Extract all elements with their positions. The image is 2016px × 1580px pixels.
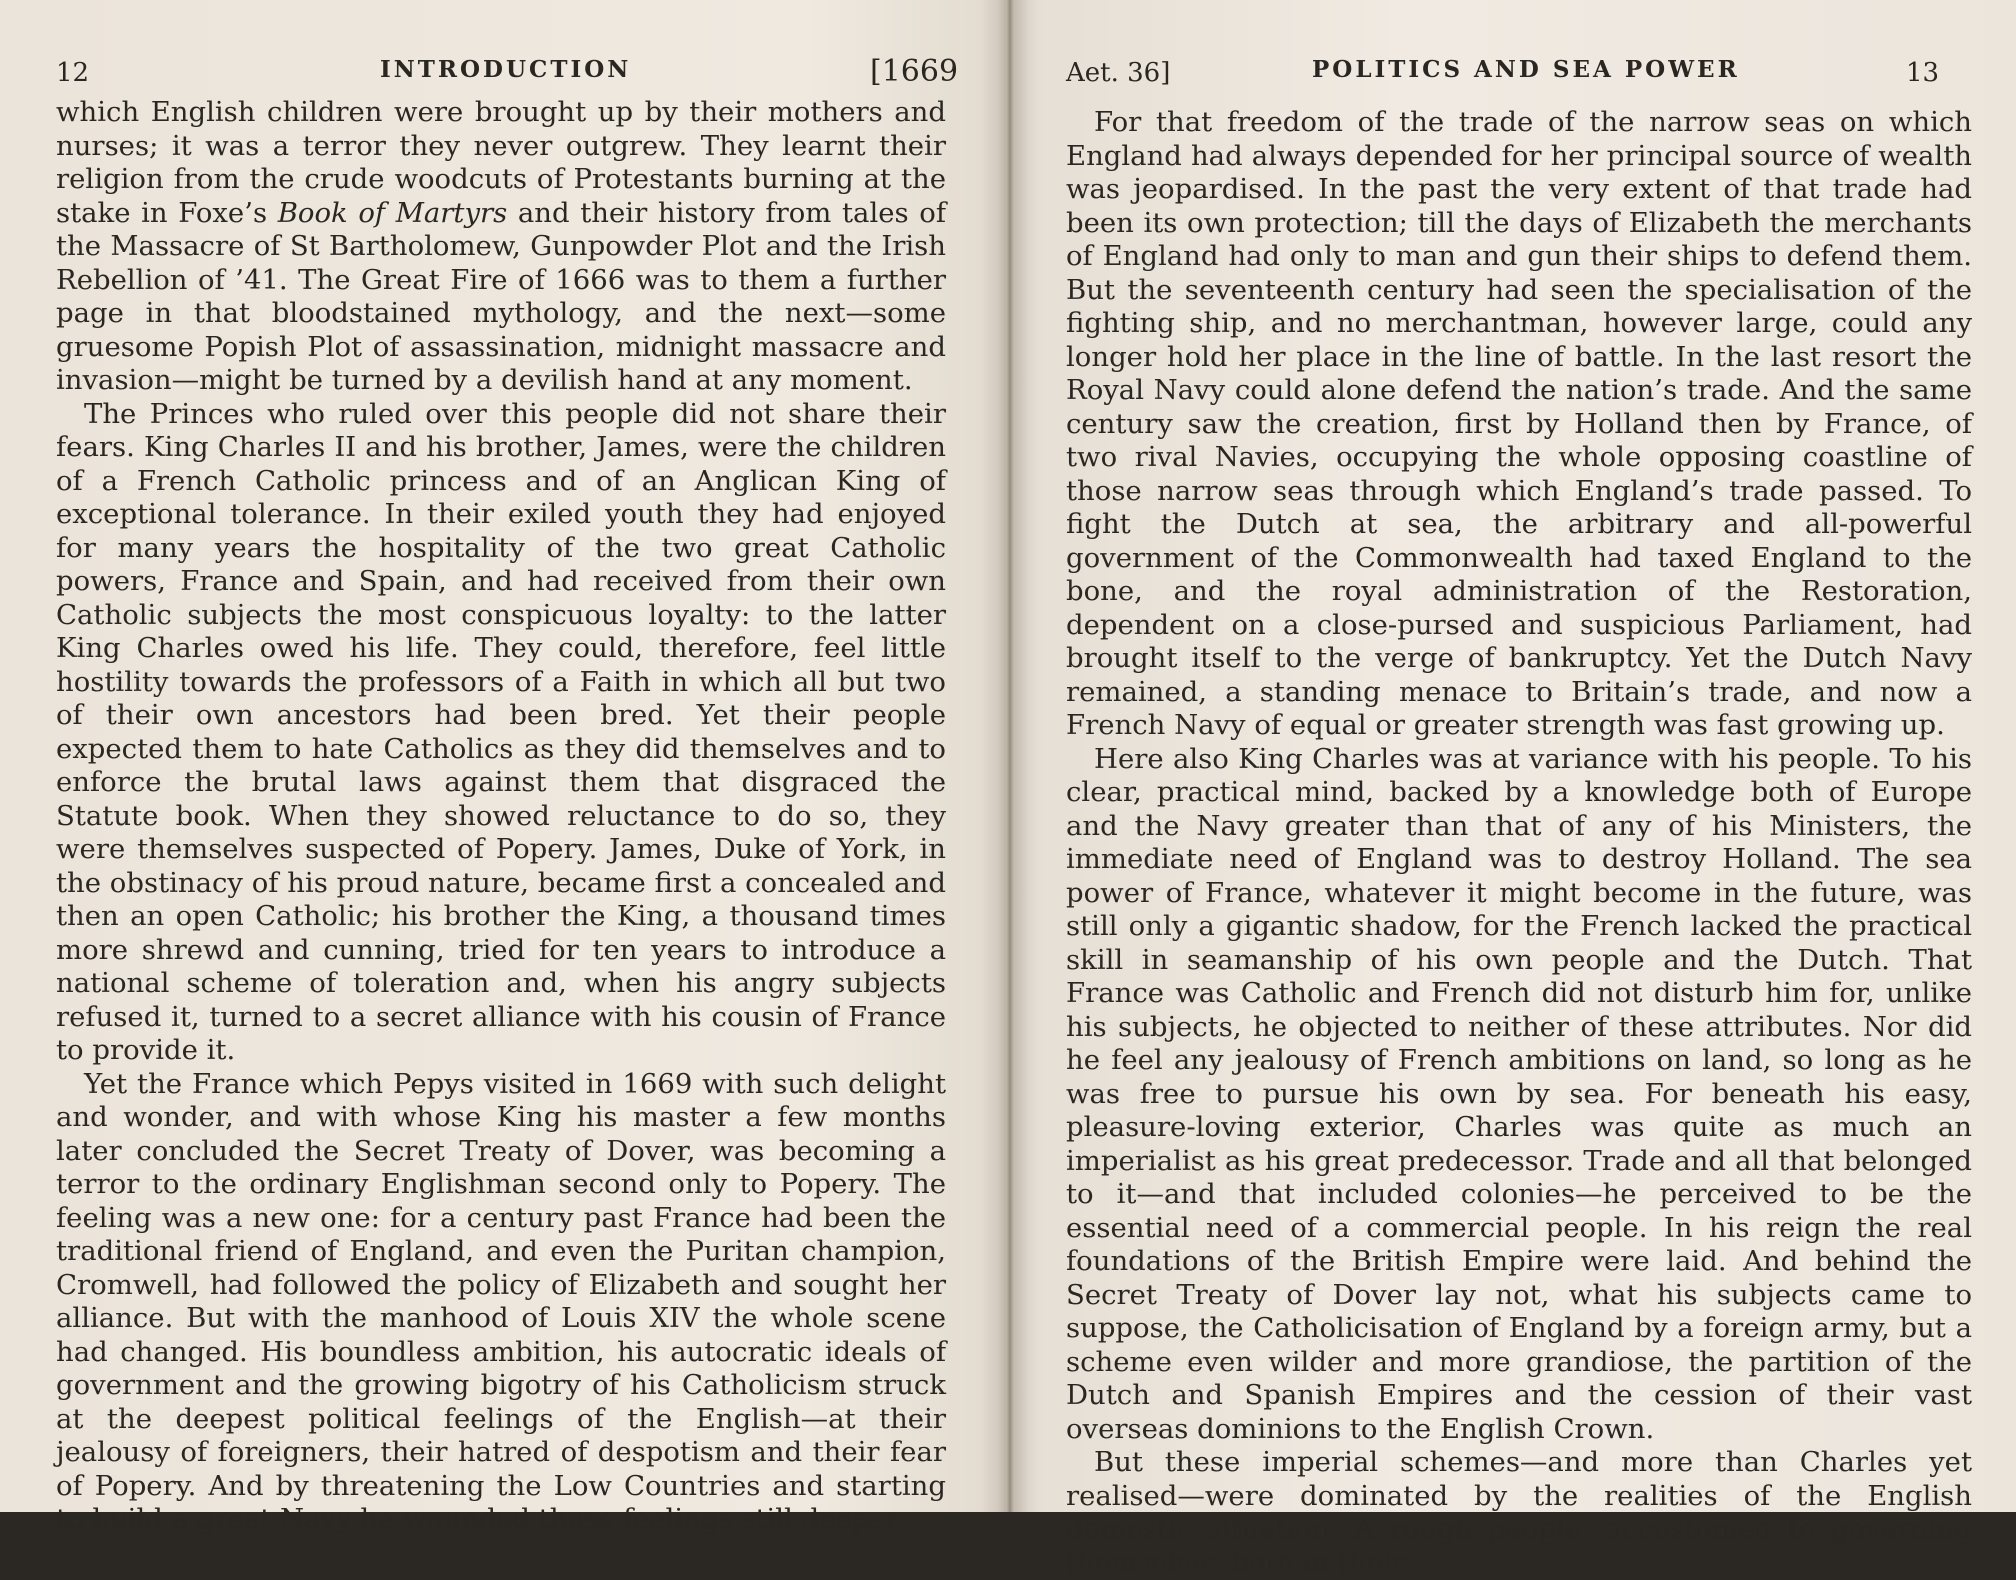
right-page-header: [1010, 52, 2016, 102]
running-head: POLITICS AND SEA POWER: [1312, 56, 1740, 83]
paragraph-text: which English children were brought up by their mothers and nurses; it was a terror they never outgrew. They learnt their religion from the crude woodcuts of Protestants burning at the stake in Foxe’s: [56, 96, 946, 229]
paragraph: Here also King Charles was at variance with his people. To his clear, practical mind, backed by a knowledge both of Europe and the Navy greater than that of any of his Ministers, the immediate need of England was to destroy Holland. The sea power of France, whatever it might become in the future, was still only a gigantic shadow, for the French lacked the practical skill in seamanship of his own people and the Dutch. That France was Catholic and French did not disturb him for, unlike his subjects, he objected to neither of these attributes. Nor did he feel any jealousy of French ambitions on land, so long as he was free to pursue his own by sea. For beneath his easy, pleasure-loving exterior, Charles was quite as much an imperialist as his great predecessor. Trade and all that belonged to it—and that included colonies—he perceived to be the essential need of a commercial people. In his reign the real foundations of the British Empire were laid. And behind the Secret Treaty of Dover lay not, what his subjects came to suppose, the Catholicisation of England by a foreign army, but a scheme even wilder and more grandiose, the partition of the Dutch and Spanish Empires and the cession of their vast overseas dominions to the English Crown.: [1066, 742, 1972, 1445]
left-page-header: [0, 52, 1000, 102]
paragraph-text: and their history from tales of the Massacre of St Bartholomew, Gunpowder Plot and the Irish Rebellion of ’41. The Great Fire of 1666 was to them a further page in that bloodstained mythology, and the next—some gruesome Popish Plot of assassination, midnight massacre and invasion—might be turned by a devilish hand at any moment.: [56, 196, 947, 396]
age-marker: Aet. 36]: [1066, 58, 1171, 88]
right-page: [1010, 0, 2016, 1579]
paragraph: For that freedom of the trade of the narrow seas on which England had always depended for her principal source of wealth was jeopardised. In the past the very extent of that trade had been its own protection; till the days of Elizabeth the merchants of England had only to man and gun their ships to defend them. But the seventeenth century had seen the specialisation of the fighting ship, and no merchantman, however large, could any longer hold her place in the line of battle. In the last resort the Royal Navy could alone defend the nation’s trade. And the same century saw the creation, first by Holland then by France, of two rival Navies, occupying the whole opposing coastline of those narrow seas through which England’s trade passed. To fight the Dutch at sea, the arbitrary and all-powerful government of the Commonwealth had taxed England to the bone, and the royal administration of the Restoration, dependent on a close-pursed and suspicious Parliament, had brought itself to the verge of bankruptcy. Yet the Dutch Navy remained, a standing menace to Britain’s trade, and now a French Navy of equal or greater strength was fast growing up.: [1066, 106, 1972, 741]
page-number: 13: [1906, 58, 1940, 88]
running-head: INTRODUCTION: [380, 56, 632, 83]
paragraph: But these imperial schemes—and more than Charles yet realised—were dominated by the realities of the English domestic situation. A rough people, accustomed to governing themselves both in their: [1066, 1446, 1972, 1579]
left-page-body: [56, 96, 946, 1537]
left-page: [0, 0, 1000, 1535]
right-page-body: [1066, 106, 1972, 1580]
year-marker: [1669: [870, 54, 959, 89]
paragraph: Yet the France which Pepys visited in 1669 with such delight and wonder, and with whose King his master a few months later concluded the Secret Treaty of Dover, was becoming a terror to the ordinary Englishman second only to Popery. The feeling was a new one: for a century past France had been the traditional friend of England, and even the Puritan champion, Cromwell, had followed the policy of Elizabeth and sought her alliance. But with the manhood of Louis XIV the whole scene had changed. His boundless ambition, his autocratic ideals of government and the growing bigotry of his Catholicism struck at the deepest political feelings of the English—at their jealousy of foreigners, their hatred of despotism and their fear of Popery. And by threatening the Low Countries and starting to build a great Navy he wounded these feelings still deeper.: [56, 1067, 946, 1535]
paragraph: [56, 96, 946, 398]
page-number: 12: [56, 58, 90, 88]
italic-book-title: Book of Martyrs: [277, 196, 508, 229]
paragraph: The Princes who ruled over this people did not share their fears. King Charles II and his brother, James, were the children of a French Catholic princess and of an Anglican King of exceptional tolerance. In their exiled youth they had enjoyed for many years the hospitality of the two great Catholic powers, France and Spain, and had received from their own Catholic subjects the most conspicuous loyalty: to the latter King Charles owed his life. They could, therefore, feel little hostility towards the professors of a Faith in which all but two of their own ancestors had been bred. Yet their people expected them to hate Catholics as they did themselves and to enforce the brutal laws against them that disgraced the Statute book. When they showed reluctance to do so, they were themselves suspected of Popery. James, Duke of York, in the obstinacy of his proud nature, became first a concealed and then an open Catholic; his brother the King, a thousand times more shrewd and cunning, tried for ten years to introduce a national scheme of toleration and, when his angry subjects refused it, turned to a secret alliance with his cousin of France to provide it.: [56, 397, 946, 1066]
